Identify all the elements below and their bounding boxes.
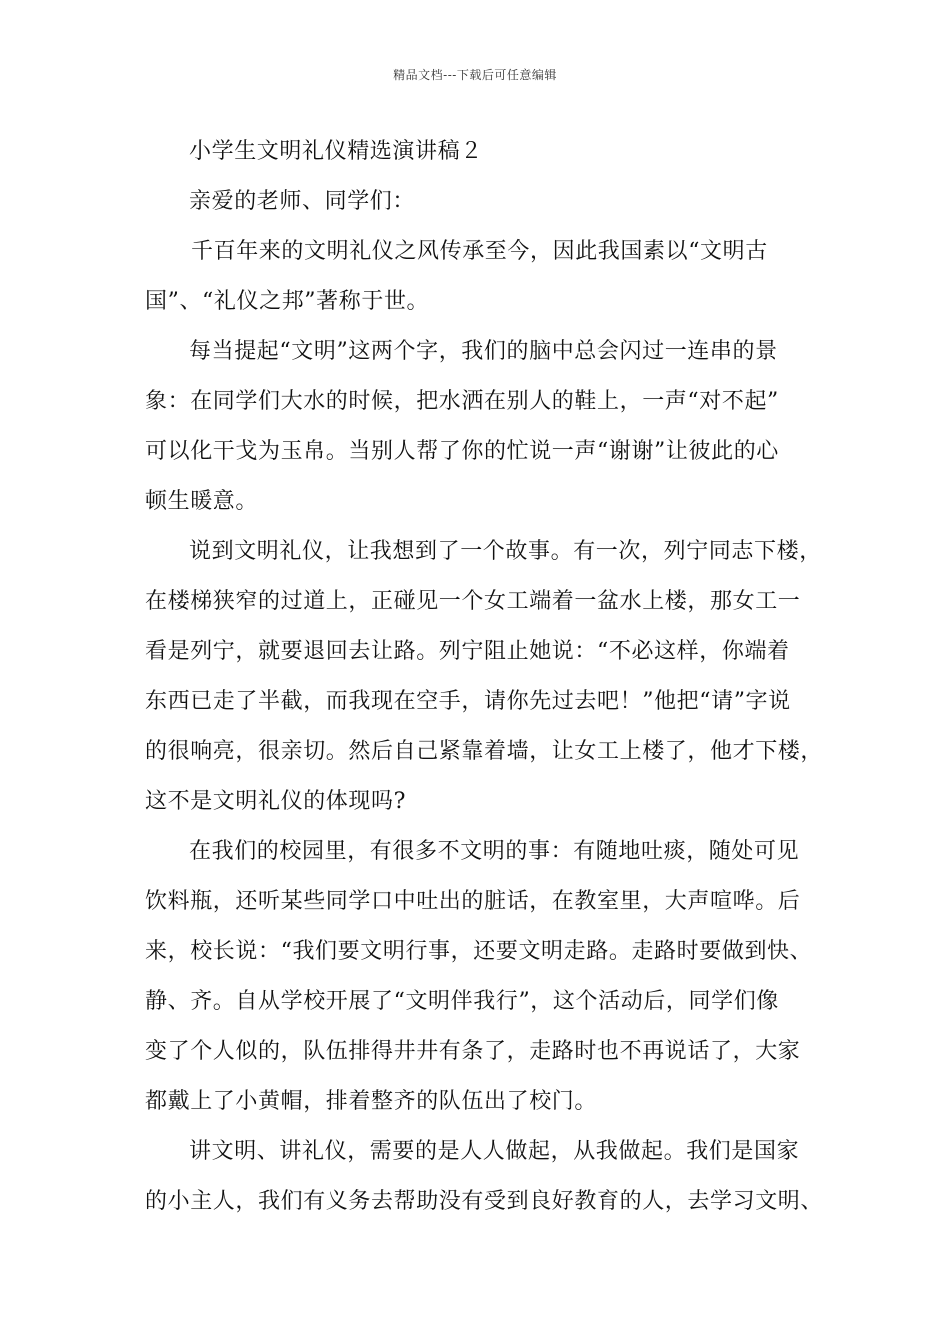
paragraph-line: 这不是文明礼仪的体现吗? — [145, 789, 406, 814]
paragraph-line: 千百年来的文明礼仪之风传承至今，因此我国素以“文明古 — [191, 239, 768, 264]
document-body — [145, 127, 825, 1227]
paragraph-line: 每当提起“文明”这两个字，我们的脑中总会闪过一连串的景 — [189, 339, 778, 364]
paragraph-line: 静、齐。自从学校开展了“文明伴我行”，这个活动后，同学们像 — [145, 989, 779, 1014]
paragraph-line: 来，校长说：“我们要文明行事，还要文明走路。走路时要做到快、 — [145, 939, 813, 964]
paragraph-line: 饮料瓶，还听某些同学口中吐出的脏话，在教室里，大声喧哗。后 — [145, 889, 801, 914]
paragraph-line: 在我们的校园里，有很多不文明的事：有随地吐痰，随处可见 — [189, 839, 800, 864]
paragraph-3 — [145, 527, 825, 827]
paragraph-line: 讲文明、讲礼仪，需要的是人人做起，从我做起。我们是国家 — [189, 1139, 800, 1164]
paragraph-line: 国”、“礼仪之邦”著称于世。 — [145, 289, 430, 314]
paragraph-line: 象：在同学们大水的时候，把水洒在别人的鞋上，一声“对不起” — [145, 389, 779, 414]
paragraph-line: 变了个人似的，队伍排得井井有条了，走路时也不再说话了，大家 — [145, 1039, 801, 1064]
document-title: 小学生文明礼仪精选演讲稿２ — [189, 139, 483, 164]
paragraph-4 — [145, 827, 825, 1127]
paragraph-1 — [145, 227, 825, 327]
page-header: 精品文档---下载后可任意编辑 — [393, 68, 557, 82]
greeting: 亲爱的老师、同学们： — [189, 189, 416, 214]
paragraph-line: 说到文明礼仪，让我想到了一个故事。有一次，列宁同志下楼， — [189, 539, 822, 564]
paragraph-line: 看是列宁，就要退回去让路。列宁阻止她说：“不必这样，你端着 — [145, 639, 790, 664]
paragraph-line: 在楼梯狭窄的过道上，正碰见一个女工端着一盆水上楼，那女工一 — [145, 589, 801, 614]
paragraph-5 — [145, 1127, 825, 1227]
paragraph-line: 的小主人，我们有义务去帮助没有受到良好教育的人，去学习文明、 — [145, 1189, 824, 1214]
paragraph-2 — [145, 327, 825, 527]
paragraph-line: 都戴上了小黄帽，排着整齐的队伍出了校门。 — [145, 1089, 598, 1114]
paragraph-line: 顿生暖意。 — [145, 489, 259, 514]
paragraph-line: 东西已走了半截，而我现在空手，请你先过去吧！”他把“请”字说 — [145, 689, 791, 714]
paragraph-line: 可以化干戈为玉帛。当别人帮了你的忙说一声“谢谢”让彼此的心 — [145, 439, 779, 464]
paragraph-line: 的很响亮，很亲切。然后自己紧靠着墙，让女工上楼了，他才下楼， — [145, 739, 824, 764]
